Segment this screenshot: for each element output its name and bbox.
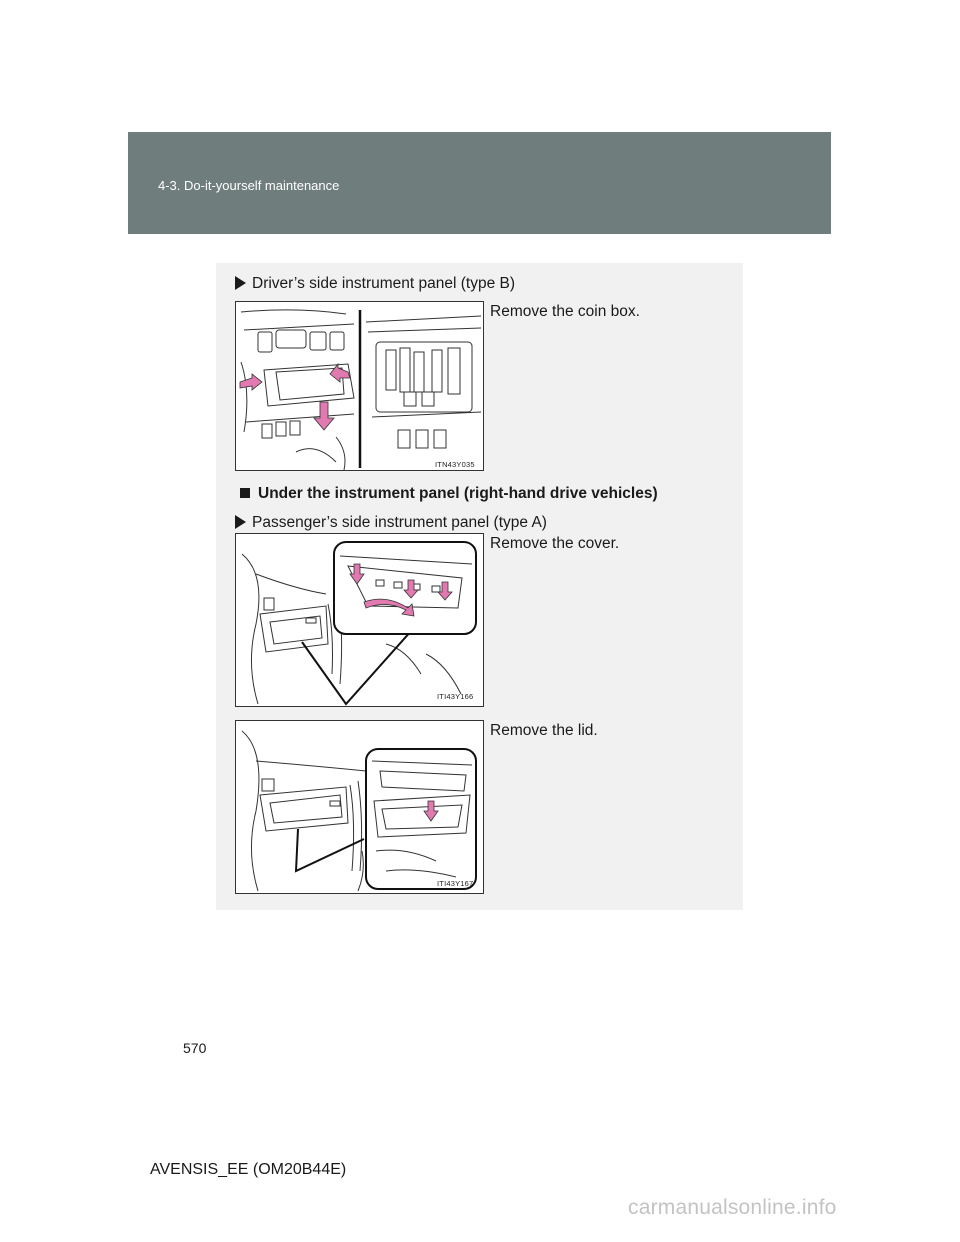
cover-illustration	[235, 533, 484, 707]
lid-drawing	[236, 721, 484, 894]
watermark: carmanualsonline.info	[628, 1196, 837, 1219]
header-bar	[128, 132, 831, 234]
cover-drawing	[236, 534, 484, 707]
section2-subheading-row	[235, 514, 547, 532]
content-panel	[216, 263, 743, 910]
section1-instruction: Remove the coin box.	[490, 303, 640, 320]
image-code: ITN43Y035	[435, 460, 475, 469]
square-bullet-icon	[240, 488, 250, 498]
triangle-bullet-icon	[235, 276, 246, 290]
image-code: ITI43Y167	[437, 879, 474, 888]
lid-illustration	[235, 720, 484, 894]
step2-instruction: Remove the lid.	[490, 722, 598, 739]
image-code: ITI43Y166	[437, 692, 474, 701]
section2-heading: Under the instrument panel (right-hand drive vehicles)	[258, 485, 658, 502]
page-number: 570	[183, 1040, 207, 1056]
footer-model-code: AVENSIS_EE (OM20B44E)	[150, 1161, 347, 1178]
triangle-bullet-icon	[235, 515, 246, 529]
coin-box-illustration	[235, 301, 484, 471]
section2-subheading: Passenger’s side instrument panel (type A)	[252, 514, 547, 531]
section2-heading-row	[240, 485, 658, 503]
section-title: 4-3. Do-it-yourself maintenance	[158, 178, 340, 193]
coin-box-drawing	[236, 302, 484, 471]
section1-heading: Driver’s side instrument panel (type B)	[252, 275, 516, 292]
step1-instruction: Remove the cover.	[490, 535, 620, 552]
section1-heading-row	[235, 275, 515, 293]
